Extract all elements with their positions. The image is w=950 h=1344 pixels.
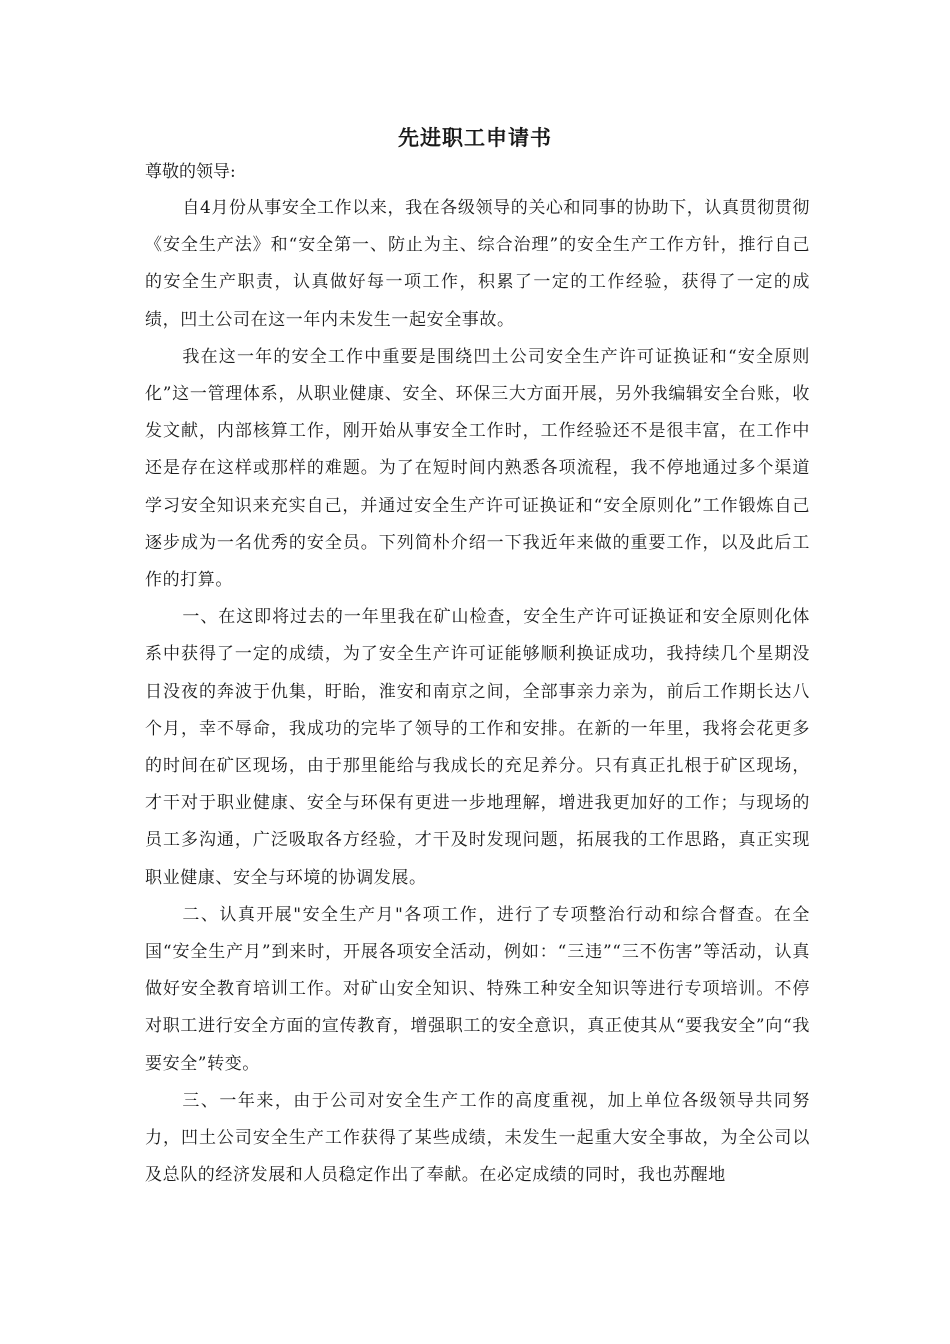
document-title: 先进职工申请书 bbox=[398, 125, 552, 150]
salutation: 尊敬的领导: bbox=[145, 162, 236, 182]
paragraph-4: 二、认真开展"安全生产月"各项工作，进行了专项整治行动和综合督查。在全国“安全生产月”到来时，开展各项安全活动，例如：“三违”“三不伤害”等活动，认真做好安全教育培训工作。对矿山安全知识、特殊工种安全知识等进行专项培训。不停对职工进行安全方面的宣传教育，增强职工的安全意识，真正使其从“要我安全”向“我要安全”转变。 bbox=[145, 904, 810, 1074]
document-body bbox=[145, 190, 810, 1194]
paragraph-3: 一、在这即将过去的一年里我在矿山检查，安全生产许可证换证和安全原则化体系中获得了一定的成绩，为了安全生产许可证能够顺利换证成功，我持续几个星期没日没夜的奔波于仇集，盱眙，淮安和南京之间，全部事亲力亲为，前后工作期长达八个月，幸不辱命，我成功的完毕了领导的工作和安排。在新的一年里，我将会花更多的时间在矿区现场，由于那里能给与我成长的充足养分。只有真正扎根于矿区现场，才干对于职业健康、安全与环保有更进一步地理解，增进我更加好的工作；与现场的员工多沟通，广泛吸取各方经验，才干及时发现问题，拓展我的工作思路，真正实现职业健康、安全与环境的协调发展。 bbox=[145, 607, 810, 888]
paragraph-5: 三、一年来，由于公司对安全生产工作的高度重视，加上单位各级领导共同努力，凹土公司安全生产工作获得了某些成绩，未发生一起重大安全事故，为全公司以及总队的经济发展和人员稳定作出了奉献。在必定成绩的同时，我也苏醒地 bbox=[145, 1090, 810, 1186]
paragraph-2: 我在这一年的安全工作中重要是围绕凹土公司安全生产许可证换证和“安全原则化”这一管理体系，从职业健康、安全、环保三大方面开展，另外我编辑安全台账，收发文献，内部核算工作，刚开始从事安全工作时，工作经验还不是很丰富，在工作中还是存在这样或那样的难题。为了在短时间内熟悉各项流程，我不停地通过多个渠道学习安全知识来充实自己，并通过安全生产许可证换证和“安全原则化”工作锻炼自己逐步成为一名优秀的安全员。下列简朴介绍一下我近年来做的重要工作，以及此后工作的打算。 bbox=[145, 346, 810, 591]
paragraph-1: 自4月份从事安全工作以来，我在各级领导的关心和同事的协助下，认真贯彻贯彻《安全生产法》和“安全第一、防止为主、综合治理”的安全生产工作方针，推行自己的安全生产职责，认真做好每一项工作，积累了一定的工作经验，获得了一定的成绩，凹土公司在这一年内未发生一起安全事故。 bbox=[145, 198, 810, 330]
